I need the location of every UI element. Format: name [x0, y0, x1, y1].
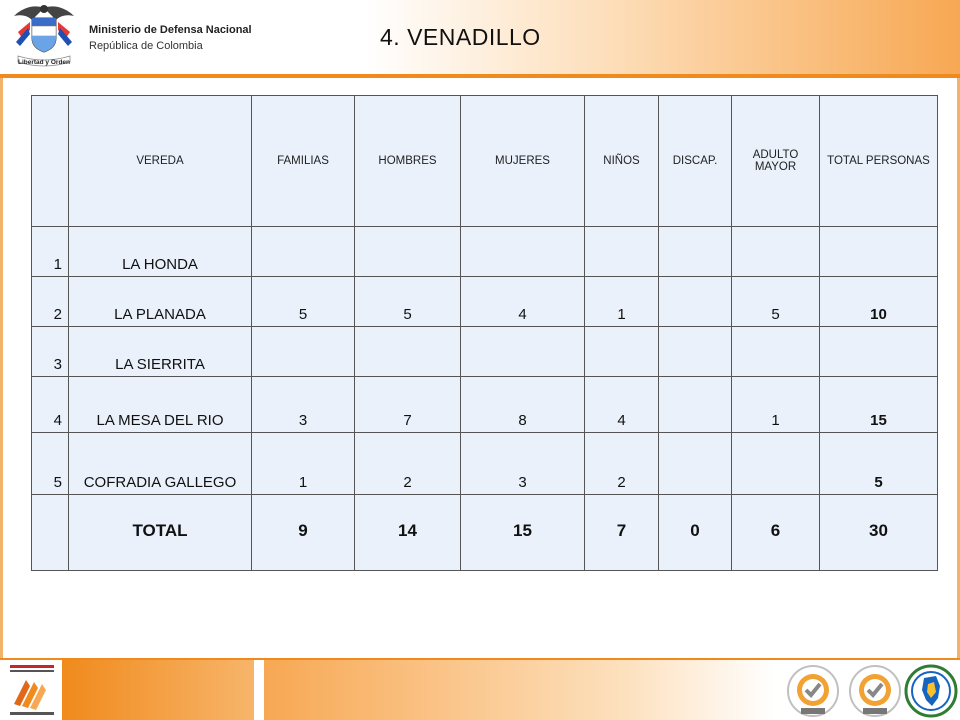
column-header: TOTAL PERSONAS — [820, 96, 938, 227]
total-cell: 15 — [461, 495, 585, 571]
total-cell: 9 — [252, 495, 355, 571]
sgs-certification-icon — [786, 664, 840, 718]
table-row — [32, 277, 938, 327]
table-cell — [461, 327, 585, 377]
table-cell: 8 — [461, 377, 585, 433]
table-cell — [585, 227, 659, 277]
column-header: ADULTO MAYOR — [732, 96, 820, 227]
table-cell: 4 — [585, 377, 659, 433]
table-cell: 3 — [252, 377, 355, 433]
table-cell — [659, 227, 732, 277]
table-cell: 4 — [461, 277, 585, 327]
column-header: NIÑOS — [585, 96, 659, 227]
vereda-cell: COFRADIA GALLEGO — [69, 433, 252, 495]
column-header: FAMILIAS — [252, 96, 355, 227]
row-number: 3 — [32, 327, 69, 377]
column-header: DISCAP. — [659, 96, 732, 227]
column-header: VEREDA — [69, 96, 252, 227]
table-cell: 2 — [355, 433, 461, 495]
row-number: 2 — [32, 277, 69, 327]
total-label: TOTAL — [69, 495, 252, 571]
footer-gradient-block — [264, 660, 776, 720]
table-cell: 5 — [355, 277, 461, 327]
table-cell: 5 — [252, 277, 355, 327]
total-persons-cell: 5 — [820, 433, 938, 495]
vereda-cell: LA PLANADA — [69, 277, 252, 327]
table-cell: 7 — [355, 377, 461, 433]
table-row — [32, 433, 938, 495]
column-header — [32, 96, 69, 227]
sgs-certification-icon — [848, 664, 902, 718]
total-cell: 6 — [732, 495, 820, 571]
table-cell: 3 — [461, 433, 585, 495]
table-cell: 1 — [252, 433, 355, 495]
row-number: 5 — [32, 433, 69, 495]
vereda-cell: LA SIERRITA — [69, 327, 252, 377]
page-title: 4. VENADILLO — [380, 24, 541, 50]
table-cell — [355, 327, 461, 377]
table-row — [32, 377, 938, 433]
row-number: 1 — [32, 227, 69, 277]
table-cell: 1 — [732, 377, 820, 433]
table-cell — [659, 377, 732, 433]
total-cell: 0 — [659, 495, 732, 571]
total-cell — [32, 495, 69, 571]
vereda-cell: LA MESA DEL RIO — [69, 377, 252, 433]
table-cell — [585, 327, 659, 377]
total-cell: 30 — [820, 495, 938, 571]
table-cell — [659, 327, 732, 377]
table-cell: 1 — [585, 277, 659, 327]
vereda-cell: LA HONDA — [69, 227, 252, 277]
total-persons-cell — [820, 327, 938, 377]
table-cell — [659, 433, 732, 495]
republic-name: República de Colombia — [89, 40, 203, 52]
table-cell — [732, 227, 820, 277]
total-cell: 7 — [585, 495, 659, 571]
frame-left-border — [0, 78, 3, 660]
footer-accent-block — [62, 660, 254, 720]
table-header-row — [32, 96, 938, 227]
column-header: HOMBRES — [355, 96, 461, 227]
table-row — [32, 327, 938, 377]
table-cell — [659, 277, 732, 327]
table-cell — [732, 327, 820, 377]
total-persons-cell — [820, 227, 938, 277]
table-cell: 5 — [732, 277, 820, 327]
table-row — [32, 227, 938, 277]
row-number: 4 — [32, 377, 69, 433]
alta-gerencia-award-icon — [6, 662, 58, 718]
total-persons-cell: 15 — [820, 377, 938, 433]
table-cell — [732, 433, 820, 495]
total-cell: 14 — [355, 495, 461, 571]
table-cell — [461, 227, 585, 277]
header-divider — [0, 74, 960, 78]
table-cell — [252, 327, 355, 377]
population-table — [31, 95, 938, 571]
table-cell — [355, 227, 461, 277]
total-row — [32, 495, 938, 571]
total-persons-cell: 10 — [820, 277, 938, 327]
column-header: MUJERES — [461, 96, 585, 227]
ministry-name: Ministerio de Defensa Nacional — [89, 24, 252, 36]
colombia-crest-icon — [8, 2, 80, 72]
crest-caption: Libertad y Orden — [17, 59, 71, 66]
colombia-quality-seal-icon — [904, 664, 958, 718]
table-cell: 2 — [585, 433, 659, 495]
table-cell — [252, 227, 355, 277]
